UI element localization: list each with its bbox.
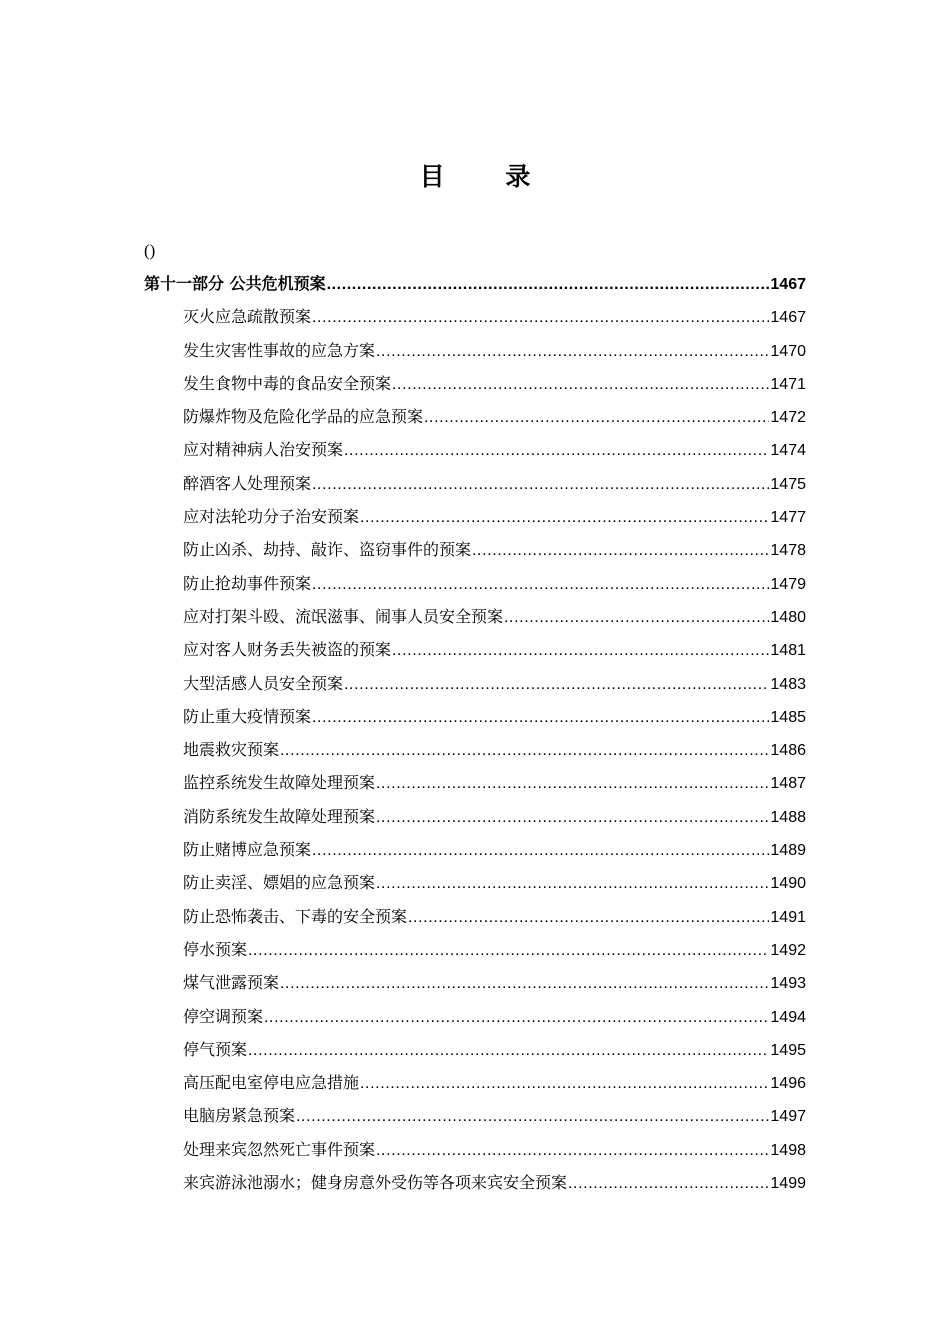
table-of-contents bbox=[144, 267, 806, 1199]
toc-entry-page-number: 1485 bbox=[770, 708, 806, 726]
toc-entry[interactable] bbox=[144, 1033, 806, 1066]
toc-entry-label: 醉酒客人处理预案 bbox=[183, 473, 312, 493]
toc-entry-page-number: 1493 bbox=[770, 975, 806, 993]
toc-dot-leader bbox=[408, 901, 769, 934]
toc-entry-label: 应对打架斗殴、流氓滋事、闹事人员安全预案 bbox=[183, 606, 504, 626]
toc-entry-label: 灭火应急疏散预案 bbox=[183, 307, 312, 327]
toc-entry-page-number: 1472 bbox=[770, 409, 806, 427]
toc-dot-leader bbox=[248, 934, 769, 967]
toc-entry-label: 高压配电室停电应急措施 bbox=[183, 1073, 360, 1093]
toc-entry[interactable] bbox=[144, 400, 806, 433]
toc-entry[interactable] bbox=[144, 567, 806, 600]
toc-dot-leader bbox=[392, 634, 769, 667]
toc-entry-page-number: 1489 bbox=[770, 842, 806, 860]
toc-entry[interactable] bbox=[144, 900, 806, 933]
toc-entry-label: 应对法轮功分子治安预案 bbox=[183, 507, 360, 527]
toc-dot-leader bbox=[392, 368, 769, 401]
toc-section-heading[interactable] bbox=[144, 267, 806, 300]
toc-entry[interactable] bbox=[144, 866, 806, 899]
toc-dot-leader bbox=[280, 734, 769, 767]
toc-entry-page-number: 1470 bbox=[770, 342, 806, 360]
toc-entry[interactable] bbox=[144, 766, 806, 799]
toc-dot-leader bbox=[504, 601, 769, 634]
toc-dot-leader bbox=[264, 1001, 769, 1034]
toc-entry[interactable] bbox=[144, 667, 806, 700]
toc-entry-page-number: 1478 bbox=[770, 542, 806, 560]
toc-dot-leader bbox=[248, 1034, 769, 1067]
toc-entry-label: 发生食物中毒的食品安全预案 bbox=[183, 373, 392, 393]
toc-dot-leader bbox=[376, 335, 769, 368]
toc-entry[interactable] bbox=[144, 633, 806, 666]
toc-dot-leader bbox=[312, 568, 769, 601]
toc-entry-label: 防止卖淫、嫖娼的应急预案 bbox=[183, 873, 376, 893]
toc-dot-leader bbox=[376, 767, 769, 800]
toc-entry[interactable] bbox=[144, 433, 806, 466]
toc-entry[interactable] bbox=[144, 1066, 806, 1099]
toc-entry-label: 处理来宾忽然死亡事件预案 bbox=[183, 1139, 376, 1159]
toc-entry-page-number: 1477 bbox=[770, 509, 806, 527]
toc-entry-label: 应对精神病人治安预案 bbox=[183, 440, 344, 460]
toc-entry-label: 电脑房紧急预案 bbox=[183, 1106, 296, 1126]
toc-dot-leader bbox=[376, 801, 769, 834]
toc-entry-label: 来宾游泳池溺水；健身房意外受伤等各项来宾安全预案 bbox=[183, 1173, 568, 1193]
toc-dot-leader bbox=[424, 401, 769, 434]
toc-entry-label: 煤气泄露预案 bbox=[183, 973, 280, 993]
toc-entry-label: 防止恐怖袭击、下毒的安全预案 bbox=[183, 906, 408, 926]
toc-entry-label: 监控系统发生故障处理预案 bbox=[183, 773, 376, 793]
toc-entry-label: 停空调预案 bbox=[183, 1006, 264, 1026]
toc-entry-page-number: 1495 bbox=[770, 1041, 806, 1059]
toc-entry[interactable] bbox=[144, 533, 806, 566]
toc-entry-page-number: 1499 bbox=[770, 1175, 806, 1193]
toc-dot-leader bbox=[312, 468, 769, 501]
toc-entry-page-number: 1474 bbox=[770, 442, 806, 460]
toc-entry[interactable] bbox=[144, 1000, 806, 1033]
toc-entry-page-number: 1488 bbox=[770, 808, 806, 826]
toc-dot-leader bbox=[360, 1067, 769, 1100]
toc-section-label: 第十一部分 公共危机预案 bbox=[144, 274, 326, 293]
toc-entry[interactable] bbox=[144, 1099, 806, 1132]
toc-marker: () bbox=[144, 241, 156, 260]
toc-entry[interactable] bbox=[144, 800, 806, 833]
toc-entry[interactable] bbox=[144, 500, 806, 533]
toc-entry[interactable] bbox=[144, 1166, 806, 1199]
toc-entry[interactable] bbox=[144, 300, 806, 333]
toc-entry-label: 大型活感人员安全预案 bbox=[183, 673, 344, 693]
toc-entry-label: 防爆炸物及危险化学品的应急预案 bbox=[183, 407, 424, 427]
toc-entry-label: 应对客人财务丢失被盗的预案 bbox=[183, 640, 392, 660]
toc-entry-label: 停水预案 bbox=[183, 939, 248, 959]
toc-entry-page-number: 1496 bbox=[770, 1075, 806, 1093]
toc-section-page-number: 1467 bbox=[770, 276, 806, 293]
toc-entry-page-number: 1490 bbox=[770, 875, 806, 893]
toc-entry-page-number: 1486 bbox=[770, 742, 806, 760]
toc-entry-label: 停气预案 bbox=[183, 1039, 248, 1059]
toc-entry-label: 发生灾害性事故的应急方案 bbox=[183, 340, 376, 360]
toc-entry-page-number: 1471 bbox=[770, 375, 806, 393]
toc-dot-leader bbox=[312, 834, 769, 867]
toc-dot-leader bbox=[296, 1100, 769, 1133]
toc-entry-page-number: 1483 bbox=[770, 675, 806, 693]
toc-dot-leader bbox=[472, 534, 769, 567]
toc-entry-label: 消防系统发生故障处理预案 bbox=[183, 806, 376, 826]
toc-dot-leader bbox=[280, 967, 769, 1000]
toc-entry[interactable] bbox=[144, 334, 806, 367]
toc-entry-page-number: 1467 bbox=[770, 309, 806, 327]
toc-dot-leader bbox=[327, 268, 770, 301]
toc-entry[interactable] bbox=[144, 467, 806, 500]
toc-dot-leader bbox=[376, 1134, 769, 1167]
toc-dot-leader bbox=[312, 301, 769, 334]
toc-dot-leader bbox=[312, 701, 769, 734]
toc-entry-page-number: 1498 bbox=[770, 1141, 806, 1159]
toc-entry[interactable] bbox=[144, 966, 806, 999]
toc-entry-page-number: 1491 bbox=[770, 908, 806, 926]
toc-entry-list bbox=[144, 300, 806, 1199]
toc-entry-page-number: 1475 bbox=[770, 475, 806, 493]
toc-entry-page-number: 1497 bbox=[770, 1108, 806, 1126]
page-title: 目 录 bbox=[419, 162, 557, 191]
toc-dot-leader bbox=[344, 434, 769, 467]
toc-dot-leader bbox=[344, 668, 769, 701]
toc-entry-label: 防止重大疫情预案 bbox=[183, 706, 312, 726]
toc-dot-leader bbox=[568, 1167, 769, 1200]
toc-entry[interactable] bbox=[144, 833, 806, 866]
toc-entry-page-number: 1487 bbox=[770, 775, 806, 793]
toc-entry[interactable] bbox=[144, 700, 806, 733]
toc-entry-label: 防止抢劫事件预案 bbox=[183, 573, 312, 593]
toc-entry[interactable] bbox=[144, 600, 806, 633]
toc-entry[interactable] bbox=[144, 933, 806, 966]
toc-entry[interactable] bbox=[144, 1133, 806, 1166]
toc-dot-leader bbox=[360, 501, 769, 534]
toc-entry-page-number: 1480 bbox=[770, 608, 806, 626]
toc-entry-page-number: 1479 bbox=[770, 575, 806, 593]
toc-entry[interactable] bbox=[144, 733, 806, 766]
toc-entry[interactable] bbox=[144, 367, 806, 400]
toc-entry-label: 防止凶杀、劫持、敲诈、盗窃事件的预案 bbox=[183, 540, 472, 560]
toc-entry-label: 防止赌博应急预案 bbox=[183, 840, 312, 860]
toc-dot-leader bbox=[376, 867, 769, 900]
toc-entry-page-number: 1494 bbox=[770, 1008, 806, 1026]
toc-entry-label: 地震救灾预案 bbox=[183, 740, 280, 760]
toc-entry-page-number: 1481 bbox=[770, 642, 806, 660]
toc-entry-page-number: 1492 bbox=[770, 941, 806, 959]
